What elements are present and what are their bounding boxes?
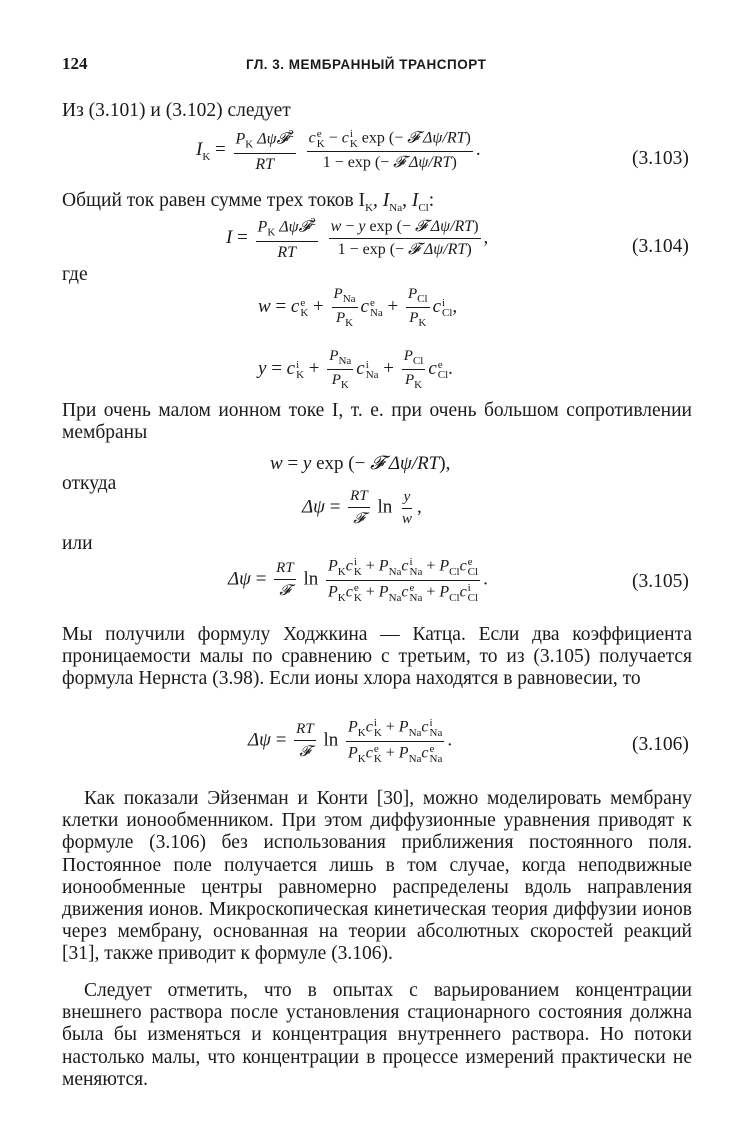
total-current-text: Общий ток равен сумме трех токов I bbox=[62, 190, 366, 211]
page-number: 124 bbox=[62, 54, 88, 73]
equation-3-106: Δψ = $\frac{RT}{\text{𝓕}}$ ln $P_Kc$ i K + $P_{Na}c$ i Na $P_Kc$ e K + $P_{Na}c$ e Na . bbox=[248, 717, 453, 765]
equation-3-105: Δψ = $\frac{RT}{\text{𝓕}}$ ln $P_Kc$ i K + $P_{Na}c$ i Na + $P_{Cl}c$ e Cl $P_Kc$ e K + $P_{Na}c$ e Na + $P_{Cl}c$ i Cl . bbox=[228, 556, 488, 604]
where-label: где bbox=[62, 264, 88, 285]
intro-line: Из (3.101) и (3.102) следует bbox=[62, 100, 291, 121]
final-paragraph: Следует отметить, что в опытах с варьированием концентрации внешнего раствора после установления стационарного состояния должна была бы изменяться и концентрация внутреннего раствора. Но потоки настолько малы, что концентрации в процессе измерений практически не меняются. bbox=[62, 980, 692, 1090]
equation-number-3-105: (3.105) bbox=[632, 571, 689, 592]
delta-psi-simple: Δψ = $\frac{RT}{\text{𝓕}}$ ln $\frac{y}{w}$ , bbox=[302, 488, 422, 527]
y-definition: y = c i K + $\frac{P_{Na}}{P_K}$ c i Na + $\frac{P_{Cl}}{P_K}$ c e Cl . bbox=[258, 348, 453, 391]
w-y-relation: w = y exp (− 𝓕 Δψ/RT), bbox=[270, 453, 451, 474]
whence-label: откуда bbox=[62, 473, 117, 494]
equation-3-103: $I_K$ = $\frac{P_K \Delta\psi 𝓕^2}{RT}$ c e K − c i K exp (− 𝓕 Δψ/RT) 1 − exp (− 𝓕 Δψ/RT) . bbox=[196, 128, 481, 173]
hodgkin-katz-paragraph: Мы получили формулу Ходжкина — Катца. Если два коэффициента проницаемости малы по сравнению с третьим, то из (3.105) получается формула Нернста (3.98). Если ионы хлора находятся в равновесии, то bbox=[62, 624, 692, 690]
chapter-title: ГЛ. 3. МЕМБРАННЫЙ ТРАНСПОРТ bbox=[246, 57, 487, 72]
equation-number-3-106: (3.106) bbox=[632, 734, 689, 755]
low-current-paragraph: При очень малом ионном токе I, т. е. при очень большом сопротивлении мембраны bbox=[62, 400, 692, 444]
total-current-line: Общий ток равен сумме трех токов $I_K$, $I_{Na}$, $I_{Cl}$: bbox=[62, 190, 435, 214]
equation-number-3-103: (3.103) bbox=[632, 148, 689, 169]
w-definition: w = c e K + $\frac{P_{Na}}{P_K}$ c e Na + $\frac{P_{Cl}}{P_K}$ c i Cl , bbox=[258, 286, 458, 329]
eisenman-paragraph: Как показали Эйзенман и Конти [30], можно моделировать мембрану клетки ионообменником. При этом диффузионные уравнения приводят к формуле (3.106) без использования приближения постоянного поля. Постоянное поле получается лишь в том случае, когда неподвижные ионообменные центры равномерно распределены вдоль направления движения ионов. Микроскопическая кинетическая теория диффузии ионов через мембрану, основанная на теории абсолютных скоростей реакций [31], также приводит к формуле (3.106). bbox=[62, 788, 692, 965]
equation-3-104: I = $\frac{P_K \Delta\psi 𝓕^2}{RT}$ $\frac{\text{w − y exp (− 𝓕 Δψ/RT)}}{\text{1 − exp (− 𝓕 Δψ/RT)}}$ , bbox=[226, 216, 489, 261]
or-label: или bbox=[62, 533, 93, 554]
equation-number-3-104: (3.104) bbox=[632, 236, 689, 257]
